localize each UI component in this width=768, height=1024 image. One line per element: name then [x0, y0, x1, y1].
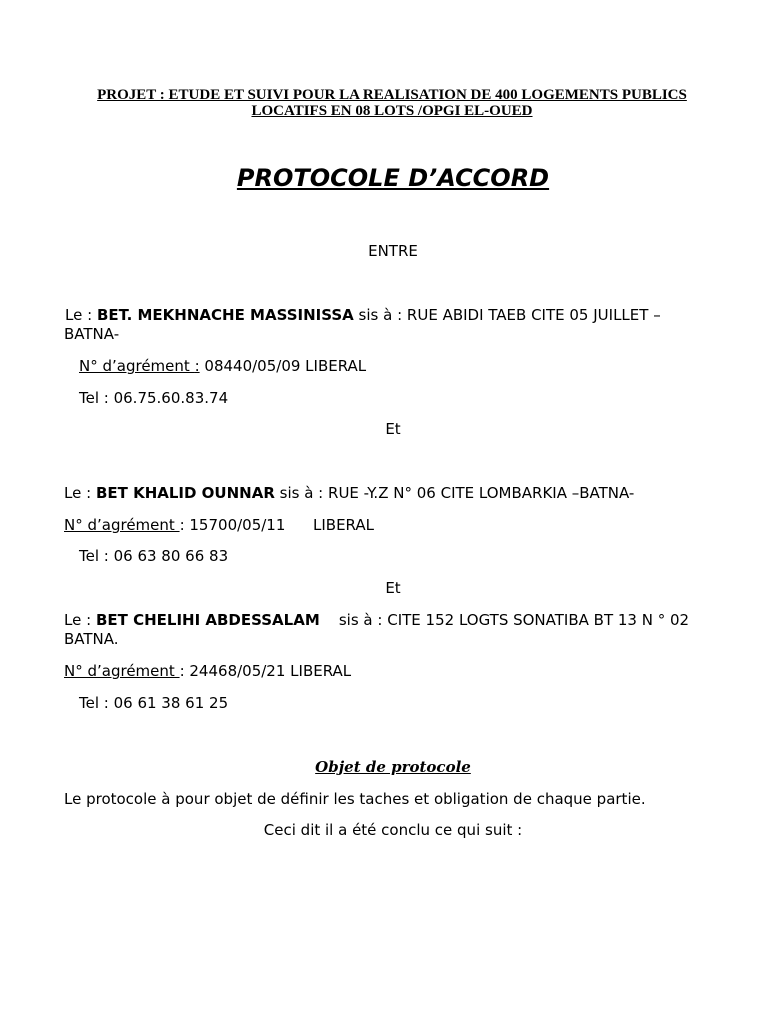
- project-header: [60, 87, 724, 119]
- party-1-le-label: Le :: [65, 306, 93, 324]
- party-2-line: [64, 484, 634, 502]
- party-3-sis-label: sis à :: [338, 611, 383, 629]
- party-1-agrement-value: 08440/05/09 LIBERAL: [204, 357, 367, 375]
- objet-conclusion: Ceci dit il a été conclu ce qui suit :: [263, 821, 523, 839]
- party-1-sis-label: sis à :: [358, 306, 403, 324]
- entre-label: ENTRE: [368, 242, 418, 260]
- party-2-agrement-type: LIBERAL: [313, 516, 374, 534]
- party-3-address: CITE 152 LOGTS SONATIBA BT 13 N ° 02: [387, 611, 690, 629]
- objet-heading-wrap: [0, 758, 768, 776]
- party-2-name: BET KHALID OUNNAR: [95, 484, 275, 502]
- party-1-address-line2: BATNA-: [64, 325, 120, 343]
- party-2-tel: Tel : 06 63 80 66 83: [79, 547, 229, 565]
- project-header-line1: PROJET : ETUDE ET SUIVI POUR LA REALISATION DE 400 LOGEMENTS PUBLICS: [97, 87, 687, 103]
- party-3-le-label: Le :: [64, 611, 92, 629]
- party-3-name: BET CHELIHI ABDESSALAM: [95, 611, 320, 629]
- party-2-agrement-label: N° d’agrément: [64, 516, 180, 534]
- party-2-agrement-line: N° d’agrément : 15700/05/11: [64, 516, 286, 534]
- party-2-le-label: Le :: [64, 484, 92, 502]
- party-1-address: RUE ABIDI TAEB CITE 05 JUILLET –: [406, 306, 661, 324]
- project-header-line2: LOCATIFS EN 08 LOTS /OPGI EL-OUED: [251, 103, 533, 119]
- party-1-agrement-line: [79, 357, 366, 375]
- party-2-sis-label: sis à :: [279, 484, 324, 502]
- et-separator-2: Et: [385, 579, 401, 597]
- party-2-address: RUE -Y.Z N° 06 CITE LOMBARKIA –BATNA-: [328, 484, 635, 502]
- party-3-address-line2: BATNA.: [64, 630, 119, 648]
- objet-heading: Objet de protocole: [315, 758, 471, 776]
- party-3-agrement-label: N° d’agrément: [64, 662, 180, 680]
- party-1-agrement-label: N° d’agrément :: [79, 357, 200, 375]
- party-2-agrement-value: 15700/05/11: [189, 516, 286, 534]
- party-3-agrement-value: 24468/05/21 LIBERAL: [189, 662, 352, 680]
- party-3-line: [64, 611, 689, 629]
- party-1-name: BET. MEKHNACHE MASSINISSA: [96, 306, 354, 324]
- document-title: PROTOCOLE D’ACCORD: [236, 164, 550, 192]
- party-1-line: [65, 306, 661, 324]
- objet-body: Le protocole à pour objet de définir les taches et obligation de chaque partie.: [64, 790, 646, 808]
- party-3-agrement-line: N° d’agrément : 24468/05/21 LIBERAL: [64, 662, 352, 680]
- et-separator-1: Et: [385, 420, 401, 438]
- party-1-tel: Tel : 06.75.60.83.74: [79, 389, 229, 407]
- party-3-tel: Tel : 06 61 38 61 25: [79, 694, 229, 712]
